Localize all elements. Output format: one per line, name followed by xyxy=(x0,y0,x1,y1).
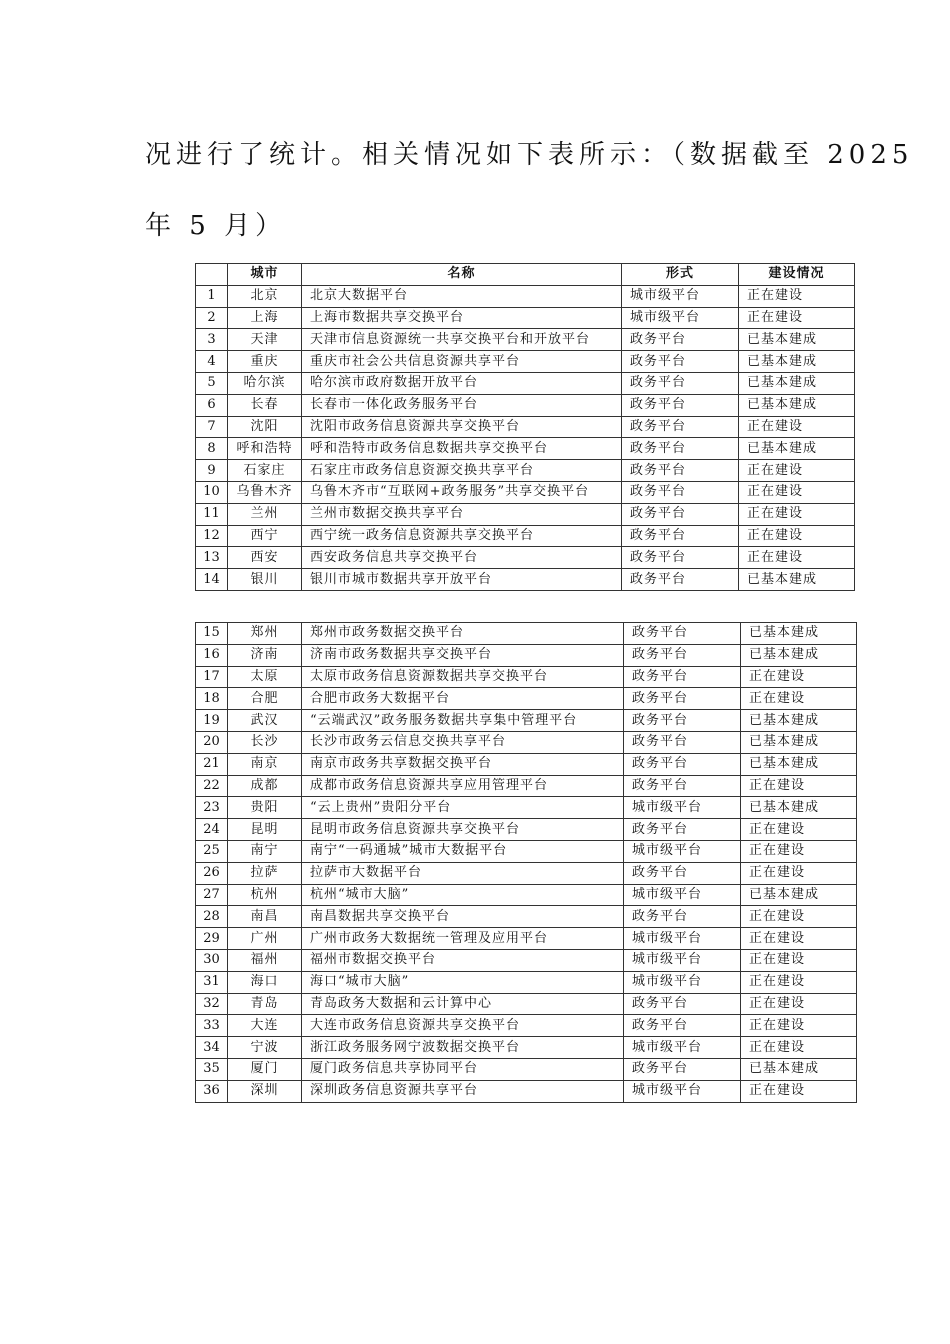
cell-city: 沈阳 xyxy=(228,416,302,438)
cell-status: 正在建设 xyxy=(739,503,855,525)
cell-num: 13 xyxy=(196,547,228,569)
cell-name: 沈阳市政务信息资源共享交换平台 xyxy=(302,416,622,438)
cell-city: 济南 xyxy=(228,644,302,666)
cell-num: 8 xyxy=(196,438,228,460)
cell-form: 政务平台 xyxy=(622,547,739,569)
cell-city: 成都 xyxy=(228,775,302,797)
cell-name: 南京市政务共享数据交换平台 xyxy=(302,753,624,775)
cell-status: 已基本建成 xyxy=(739,438,855,460)
cell-city: 深圳 xyxy=(228,1080,302,1102)
cell-status: 正在建设 xyxy=(741,775,857,797)
cell-status: 正在建设 xyxy=(741,906,857,928)
cell-form: 城市级平台 xyxy=(622,307,739,329)
table-row xyxy=(196,351,855,373)
table-row xyxy=(196,928,857,950)
cell-status: 已基本建成 xyxy=(739,351,855,373)
cell-num: 7 xyxy=(196,416,228,438)
table-body-part2 xyxy=(196,623,857,1103)
cell-form: 城市级平台 xyxy=(624,949,741,971)
cell-city: 银川 xyxy=(228,569,302,591)
cell-num: 16 xyxy=(196,644,228,666)
cell-city: 海口 xyxy=(228,971,302,993)
cell-city: 拉萨 xyxy=(228,862,302,884)
cell-name: 深圳政务信息资源共享平台 xyxy=(302,1080,624,1102)
cell-num: 29 xyxy=(196,928,228,950)
cell-form: 城市级平台 xyxy=(624,840,741,862)
cell-num: 15 xyxy=(196,623,228,645)
cell-status: 已基本建成 xyxy=(741,623,857,645)
cell-num: 19 xyxy=(196,710,228,732)
table-row xyxy=(196,460,855,482)
cell-name: 厦门政务信息共享协同平台 xyxy=(302,1058,624,1080)
cell-form: 政务平台 xyxy=(624,753,741,775)
cell-num: 11 xyxy=(196,503,228,525)
cell-num: 27 xyxy=(196,884,228,906)
cell-form: 政务平台 xyxy=(624,1015,741,1037)
cell-name: “云端武汉”政务服务数据共享集中管理平台 xyxy=(302,710,624,732)
cell-form: 政务平台 xyxy=(624,731,741,753)
cell-city: 太原 xyxy=(228,666,302,688)
cell-name: 石家庄市政务信息资源交换共享平台 xyxy=(302,460,622,482)
cell-form: 政务平台 xyxy=(624,623,741,645)
cell-form: 政务平台 xyxy=(624,906,741,928)
cell-num: 32 xyxy=(196,993,228,1015)
cell-city: 南昌 xyxy=(228,906,302,928)
cell-name: 福州市数据交换平台 xyxy=(302,949,624,971)
cell-num: 6 xyxy=(196,394,228,416)
cell-num: 3 xyxy=(196,329,228,351)
cell-form: 政务平台 xyxy=(624,644,741,666)
cell-form: 城市级平台 xyxy=(624,928,741,950)
cell-num: 36 xyxy=(196,1080,228,1102)
cell-num: 34 xyxy=(196,1037,228,1059)
cell-status: 已基本建成 xyxy=(741,884,857,906)
cell-status: 正在建设 xyxy=(741,688,857,710)
cell-form: 政务平台 xyxy=(624,688,741,710)
cell-status: 正在建设 xyxy=(741,1037,857,1059)
cell-num: 10 xyxy=(196,481,228,503)
cell-form: 政务平台 xyxy=(624,862,741,884)
table-row xyxy=(196,971,857,993)
header-num xyxy=(196,264,228,286)
table-row xyxy=(196,372,855,394)
cell-num: 35 xyxy=(196,1058,228,1080)
table-row xyxy=(196,525,855,547)
cell-form: 城市级平台 xyxy=(622,285,739,307)
cell-name: “云上贵州”贵阳分平台 xyxy=(302,797,624,819)
cell-form: 城市级平台 xyxy=(624,1037,741,1059)
cell-status: 正在建设 xyxy=(739,307,855,329)
cell-city: 长沙 xyxy=(228,731,302,753)
table-row xyxy=(196,666,857,688)
table-row xyxy=(196,753,857,775)
cell-name: 南昌数据共享交换平台 xyxy=(302,906,624,928)
cell-form: 政务平台 xyxy=(624,993,741,1015)
cell-name: 成都市政务信息资源共享应用管理平台 xyxy=(302,775,624,797)
cell-num: 9 xyxy=(196,460,228,482)
cell-name: 西宁统一政务信息资源共享交换平台 xyxy=(302,525,622,547)
table-row xyxy=(196,329,855,351)
cell-num: 20 xyxy=(196,731,228,753)
cell-form: 政务平台 xyxy=(624,819,741,841)
cell-city: 南京 xyxy=(228,753,302,775)
cell-status: 正在建设 xyxy=(741,819,857,841)
table-row xyxy=(196,623,857,645)
cell-num: 31 xyxy=(196,971,228,993)
cell-num: 1 xyxy=(196,285,228,307)
cell-city: 郑州 xyxy=(228,623,302,645)
cell-name: 青岛政务大数据和云计算中心 xyxy=(302,993,624,1015)
table-row xyxy=(196,688,857,710)
cell-num: 30 xyxy=(196,949,228,971)
table-row xyxy=(196,307,855,329)
cell-form: 政务平台 xyxy=(622,351,739,373)
cell-status: 正在建设 xyxy=(739,525,855,547)
cell-name: 郑州市政务数据交换平台 xyxy=(302,623,624,645)
cell-name: 北京大数据平台 xyxy=(302,285,622,307)
cell-name: 哈尔滨市政府数据开放平台 xyxy=(302,372,622,394)
cell-status: 正在建设 xyxy=(739,416,855,438)
cell-name: 济南市政务数据共享交换平台 xyxy=(302,644,624,666)
table-row xyxy=(196,481,855,503)
cell-status: 已基本建成 xyxy=(739,569,855,591)
platform-table-part1 xyxy=(195,263,855,591)
cell-city: 贵阳 xyxy=(228,797,302,819)
cell-city: 上海 xyxy=(228,307,302,329)
cell-city: 重庆 xyxy=(228,351,302,373)
cell-status: 正在建设 xyxy=(741,993,857,1015)
cell-city: 长春 xyxy=(228,394,302,416)
cell-name: 海口“城市大脑” xyxy=(302,971,624,993)
table-row xyxy=(196,797,857,819)
cell-name: 上海市数据共享交换平台 xyxy=(302,307,622,329)
cell-name: 西安政务信息共享交换平台 xyxy=(302,547,622,569)
cell-city: 北京 xyxy=(228,285,302,307)
cell-name: 广州市政务大数据统一管理及应用平台 xyxy=(302,928,624,950)
cell-name: 长春市一体化政务服务平台 xyxy=(302,394,622,416)
header-name: 名称 xyxy=(302,264,622,286)
table-body-part1 xyxy=(196,285,855,590)
table-row xyxy=(196,884,857,906)
cell-city: 西宁 xyxy=(228,525,302,547)
cell-city: 南宁 xyxy=(228,840,302,862)
cell-city: 兰州 xyxy=(228,503,302,525)
cell-form: 政务平台 xyxy=(622,569,739,591)
cell-form: 政务平台 xyxy=(622,394,739,416)
cell-status: 已基本建成 xyxy=(741,1058,857,1080)
cell-form: 政务平台 xyxy=(624,710,741,732)
cell-num: 33 xyxy=(196,1015,228,1037)
cell-city: 呼和浩特 xyxy=(228,438,302,460)
table-row xyxy=(196,731,857,753)
cell-form: 城市级平台 xyxy=(624,797,741,819)
cell-status: 正在建设 xyxy=(739,285,855,307)
cell-form: 政务平台 xyxy=(622,329,739,351)
cell-city: 宁波 xyxy=(228,1037,302,1059)
cell-num: 22 xyxy=(196,775,228,797)
platform-table-part2 xyxy=(195,622,857,1103)
intro-line-2: 年 5 月） xyxy=(145,211,287,241)
cell-status: 正在建设 xyxy=(739,460,855,482)
cell-city: 武汉 xyxy=(228,710,302,732)
cell-form: 政务平台 xyxy=(622,503,739,525)
table-row xyxy=(196,862,857,884)
cell-form: 政务平台 xyxy=(622,372,739,394)
cell-name: 昆明市政务信息资源共享交换平台 xyxy=(302,819,624,841)
table-row xyxy=(196,285,855,307)
cell-num: 17 xyxy=(196,666,228,688)
cell-num: 24 xyxy=(196,819,228,841)
cell-city: 福州 xyxy=(228,949,302,971)
cell-name: 呼和浩特市政务信息数据共享交换平台 xyxy=(302,438,622,460)
cell-city: 天津 xyxy=(228,329,302,351)
cell-city: 厦门 xyxy=(228,1058,302,1080)
cell-name: 拉萨市大数据平台 xyxy=(302,862,624,884)
header-status: 建设情况 xyxy=(739,264,855,286)
cell-form: 政务平台 xyxy=(622,438,739,460)
cell-name: 合肥市政务大数据平台 xyxy=(302,688,624,710)
table-row xyxy=(196,1058,857,1080)
cell-num: 28 xyxy=(196,906,228,928)
cell-status: 已基本建成 xyxy=(741,797,857,819)
cell-form: 政务平台 xyxy=(622,481,739,503)
cell-status: 正在建设 xyxy=(741,1015,857,1037)
table-row xyxy=(196,906,857,928)
cell-num: 5 xyxy=(196,372,228,394)
cell-num: 23 xyxy=(196,797,228,819)
table-row xyxy=(196,840,857,862)
cell-name: 重庆市社会公共信息资源共享平台 xyxy=(302,351,622,373)
cell-status: 已基本建成 xyxy=(741,731,857,753)
cell-name: 长沙市政务云信息交换共享平台 xyxy=(302,731,624,753)
table-row xyxy=(196,819,857,841)
table-row xyxy=(196,1015,857,1037)
table-row xyxy=(196,993,857,1015)
cell-status: 正在建设 xyxy=(741,840,857,862)
table-row xyxy=(196,503,855,525)
table-row xyxy=(196,710,857,732)
cell-status: 正在建设 xyxy=(741,666,857,688)
cell-status: 正在建设 xyxy=(741,1080,857,1102)
cell-num: 2 xyxy=(196,307,228,329)
table-row xyxy=(196,547,855,569)
cell-city: 广州 xyxy=(228,928,302,950)
cell-num: 21 xyxy=(196,753,228,775)
table-row xyxy=(196,949,857,971)
table-header-row xyxy=(196,264,855,286)
cell-form: 政务平台 xyxy=(624,775,741,797)
cell-name: 天津市信息资源统一共享交换平台和开放平台 xyxy=(302,329,622,351)
table-row xyxy=(196,644,857,666)
table-row xyxy=(196,438,855,460)
intro-line-1: 况进行了统计。相关情况如下表所示：（数据截至 2025 xyxy=(145,140,914,170)
header-city: 城市 xyxy=(228,264,302,286)
cell-status: 正在建设 xyxy=(741,949,857,971)
cell-city: 大连 xyxy=(228,1015,302,1037)
cell-num: 25 xyxy=(196,840,228,862)
cell-form: 城市级平台 xyxy=(624,1080,741,1102)
cell-status: 正在建设 xyxy=(741,928,857,950)
table-row xyxy=(196,775,857,797)
cell-form: 政务平台 xyxy=(622,416,739,438)
cell-city: 石家庄 xyxy=(228,460,302,482)
cell-status: 已基本建成 xyxy=(741,753,857,775)
cell-city: 昆明 xyxy=(228,819,302,841)
cell-city: 青岛 xyxy=(228,993,302,1015)
cell-status: 已基本建成 xyxy=(739,372,855,394)
cell-city: 哈尔滨 xyxy=(228,372,302,394)
table-row xyxy=(196,569,855,591)
cell-status: 正在建设 xyxy=(739,547,855,569)
cell-name: 南宁“一码通城”城市大数据平台 xyxy=(302,840,624,862)
header-form: 形式 xyxy=(622,264,739,286)
cell-status: 已基本建成 xyxy=(741,710,857,732)
cell-form: 城市级平台 xyxy=(624,971,741,993)
cell-num: 26 xyxy=(196,862,228,884)
cell-form: 政务平台 xyxy=(622,460,739,482)
cell-num: 4 xyxy=(196,351,228,373)
cell-num: 14 xyxy=(196,569,228,591)
cell-city: 乌鲁木齐 xyxy=(228,481,302,503)
cell-status: 正在建设 xyxy=(739,481,855,503)
cell-form: 政务平台 xyxy=(624,1058,741,1080)
cell-form: 政务平台 xyxy=(624,666,741,688)
table-row xyxy=(196,394,855,416)
cell-city: 杭州 xyxy=(228,884,302,906)
cell-form: 政务平台 xyxy=(622,525,739,547)
cell-num: 12 xyxy=(196,525,228,547)
cell-status: 已基本建成 xyxy=(739,329,855,351)
table-row xyxy=(196,1080,857,1102)
cell-city: 合肥 xyxy=(228,688,302,710)
cell-status: 已基本建成 xyxy=(741,644,857,666)
table-row xyxy=(196,416,855,438)
cell-name: 乌鲁木齐市“互联网+政务服务”共享交换平台 xyxy=(302,481,622,503)
cell-num: 18 xyxy=(196,688,228,710)
cell-name: 银川市城市数据共享开放平台 xyxy=(302,569,622,591)
cell-name: 太原市政务信息资源数据共享交换平台 xyxy=(302,666,624,688)
cell-status: 已基本建成 xyxy=(739,394,855,416)
table-row xyxy=(196,1037,857,1059)
cell-city: 西安 xyxy=(228,547,302,569)
cell-name: 大连市政务信息资源共享交换平台 xyxy=(302,1015,624,1037)
cell-status: 正在建设 xyxy=(741,862,857,884)
cell-form: 城市级平台 xyxy=(624,884,741,906)
cell-name: 杭州“城市大脑” xyxy=(302,884,624,906)
cell-name: 兰州市数据交换共享平台 xyxy=(302,503,622,525)
cell-status: 正在建设 xyxy=(741,971,857,993)
cell-name: 浙江政务服务网宁波数据交换平台 xyxy=(302,1037,624,1059)
